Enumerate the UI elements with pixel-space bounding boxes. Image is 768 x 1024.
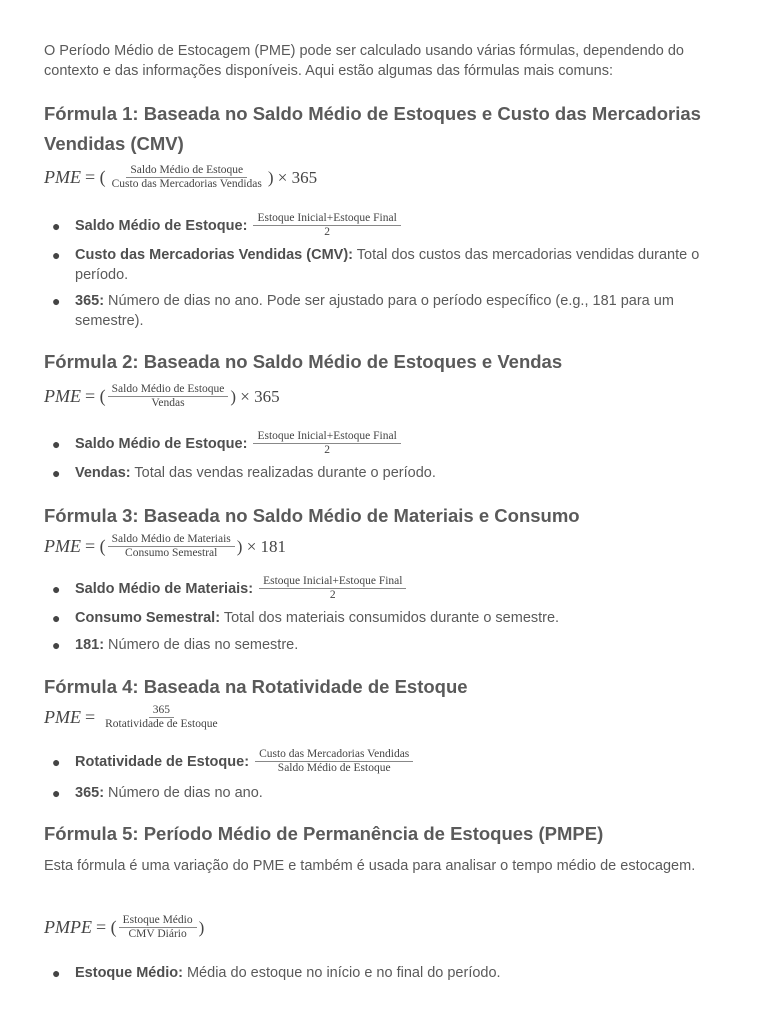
formula-2-equation <box>44 383 280 410</box>
list-item-term: 181: <box>75 637 105 653</box>
list-item-text: Número de dias no ano. Pode ser ajustado para o período específico (e.g., 181 para um semestre). <box>75 293 674 329</box>
fraction-numerator: Custo das Mercadorias Vendidas <box>255 748 413 762</box>
formula-4-numerator: 365 <box>149 704 174 718</box>
list-item: ● 365: Número de dias no ano. Pode ser ajustado para o período específico (e.g., 181 para um semestre). <box>52 293 674 329</box>
formula-4-lhs: PME <box>44 707 81 727</box>
formula-2-eq: = ( <box>84 386 106 406</box>
list-item-term: Saldo Médio de Estoque: <box>75 435 248 452</box>
list-item: ● 181: Número de dias no semestre. <box>52 637 299 653</box>
formula-1-denominator: Custo das Mercadorias Vendidas <box>111 178 262 190</box>
formula-1-equation <box>44 164 317 191</box>
formula-5-lhs: PMPE <box>44 917 92 937</box>
list-item-term: Saldo Médio de Materiais: <box>75 580 254 597</box>
formula-3-fraction <box>108 533 235 560</box>
list-item-term: Consumo Semestral: <box>75 610 221 626</box>
list-item-term: 365: <box>75 785 105 801</box>
list-item: ● Saldo Médio de Materiais: $\frac{\text{Estoque Inicial+Estoque Final}}{2}$ <box>44 575 724 602</box>
formula-2-numerator: Saldo Médio de Estoque <box>108 383 229 397</box>
list-item: ● Vendas: Total das vendas realizadas durante o período. <box>52 465 436 481</box>
formula-3-eq: = ( <box>84 536 106 556</box>
list-item: ● Saldo Médio de Estoque: $\frac{\text{Estoque Inicial+Estoque Final}}{2}$ <box>44 430 724 457</box>
list-item-text: Total dos custos das mercadorias vendidas durante o período. <box>75 247 700 283</box>
formula-4-equation <box>44 704 224 731</box>
formula-4-eq: = <box>84 707 96 727</box>
formula-2-heading: Fórmula 2: Baseada no Saldo Médio de Estoques e Vendas <box>44 351 563 372</box>
formula-1-lhs: PME <box>44 167 81 187</box>
formula-2-fraction <box>108 383 229 410</box>
list-item: ● Estoque Médio: Média do estoque no início e no final do período. <box>52 965 501 981</box>
list-item: ● Custo das Mercadorias Vendidas (CMV): Total dos custos das mercadorias vendidas durante o período. <box>52 247 700 283</box>
list-item-term: Estoque Médio: <box>75 965 183 981</box>
formula-1-heading: Fórmula 1: Baseada no Saldo Médio de Estoques e Custo das Mercadorias Vendidas (CMV) <box>44 103 701 154</box>
formula-1-eq: = ( <box>84 167 106 187</box>
formula-3-heading: Fórmula 3: Baseada no Saldo Médio de Materiais e Consumo <box>44 505 580 526</box>
formula-3-tail: ) × 181 <box>236 536 287 556</box>
formula-4-list <box>44 748 724 803</box>
formula-5-list <box>44 963 724 983</box>
formula-1-fraction <box>108 164 266 191</box>
formula-5-fraction <box>119 914 197 941</box>
fraction-numerator: Estoque Inicial+Estoque Final <box>253 212 400 226</box>
fraction-denominator: 2 <box>324 444 330 456</box>
formula-2-list <box>44 430 724 483</box>
formula-5-eq: = ( <box>95 917 117 937</box>
formula-3-list <box>44 575 724 655</box>
formula-2-lhs: PME <box>44 386 81 406</box>
list-item: ● Consumo Semestral: Total dos materiais consumidos durante o semestre. <box>52 610 560 626</box>
list-item-text: Total das vendas realizadas durante o período. <box>130 465 436 481</box>
fraction-denominator: Saldo Médio de Estoque <box>277 762 391 774</box>
list-item-text: Total dos materiais consumidos durante o semestre. <box>220 610 560 626</box>
fraction-numerator: Estoque Inicial+Estoque Final <box>253 430 400 444</box>
formula-2-tail: ) × 365 <box>230 386 280 406</box>
list-item-text: Média do estoque no início e no final do período. <box>182 965 501 981</box>
list-item-fraction <box>255 748 413 775</box>
list-item-term: Custo das Mercadorias Vendidas (CMV): <box>75 247 353 263</box>
formula-4-fraction <box>101 704 221 731</box>
formula-5-description: Esta fórmula é uma variação do PME e também é usada para analisar o tempo médio de estocagem. <box>44 858 696 874</box>
list-item-fraction <box>253 430 400 457</box>
formula-5-equation <box>44 914 204 941</box>
formula-3-lhs: PME <box>44 536 81 556</box>
list-item-term: Vendas: <box>75 465 131 481</box>
formula-3-equation <box>44 533 286 560</box>
list-item-fraction <box>253 212 400 239</box>
list-item-text: Número de dias no ano. <box>104 785 263 801</box>
formula-1-tail: ) × 365 <box>267 167 318 187</box>
list-item-text: Número de dias no semestre. <box>104 637 299 653</box>
formula-1-list <box>44 212 724 331</box>
list-item-fraction <box>259 575 406 602</box>
formula-3-numerator: Saldo Médio de Materiais <box>108 533 235 547</box>
formula-4-heading: Fórmula 4: Baseada na Rotatividade de Estoque <box>44 676 468 697</box>
list-item-term: Saldo Médio de Estoque: <box>75 217 248 234</box>
list-item-term: 365: <box>75 293 105 309</box>
formula-4-denominator: Rotatividade de Estoque <box>105 718 218 730</box>
list-item-term: Rotatividade de Estoque: <box>75 753 250 770</box>
list-item: ● Saldo Médio de Estoque: $\frac{\text{Estoque Inicial+Estoque Final}}{2}$ <box>44 212 724 239</box>
fraction-denominator: 2 <box>324 226 330 238</box>
list-item: ● 365: Número de dias no ano. <box>52 785 263 801</box>
intro-paragraph: O Período Médio de Estocagem (PME) pode ser calculado usando várias fórmulas, dependendo do contexto e das informações disponíveis. Aqui estão algumas das fórmulas mais comuns: <box>44 43 684 79</box>
list-item: ● Rotatividade de Estoque: $\frac{\text{Custo das Mercadorias Vendidas}}{\text{Saldo Médio de Estoque}}$ <box>44 748 724 775</box>
formula-2-denominator: Vendas <box>151 397 185 409</box>
formula-1-numerator: Saldo Médio de Estoque <box>126 164 247 178</box>
formula-5-tail: ) <box>198 917 205 937</box>
formula-5-numerator: Estoque Médio <box>119 914 197 928</box>
formula-3-denominator: Consumo Semestral <box>125 547 218 559</box>
formula-5-heading: Fórmula 5: Período Médio de Permanência de Estoques (PMPE) <box>44 823 604 844</box>
fraction-denominator: 2 <box>329 589 336 601</box>
fraction-numerator: Estoque Inicial+Estoque Final <box>259 575 406 589</box>
formula-5-denominator: CMV Diário <box>128 928 187 940</box>
